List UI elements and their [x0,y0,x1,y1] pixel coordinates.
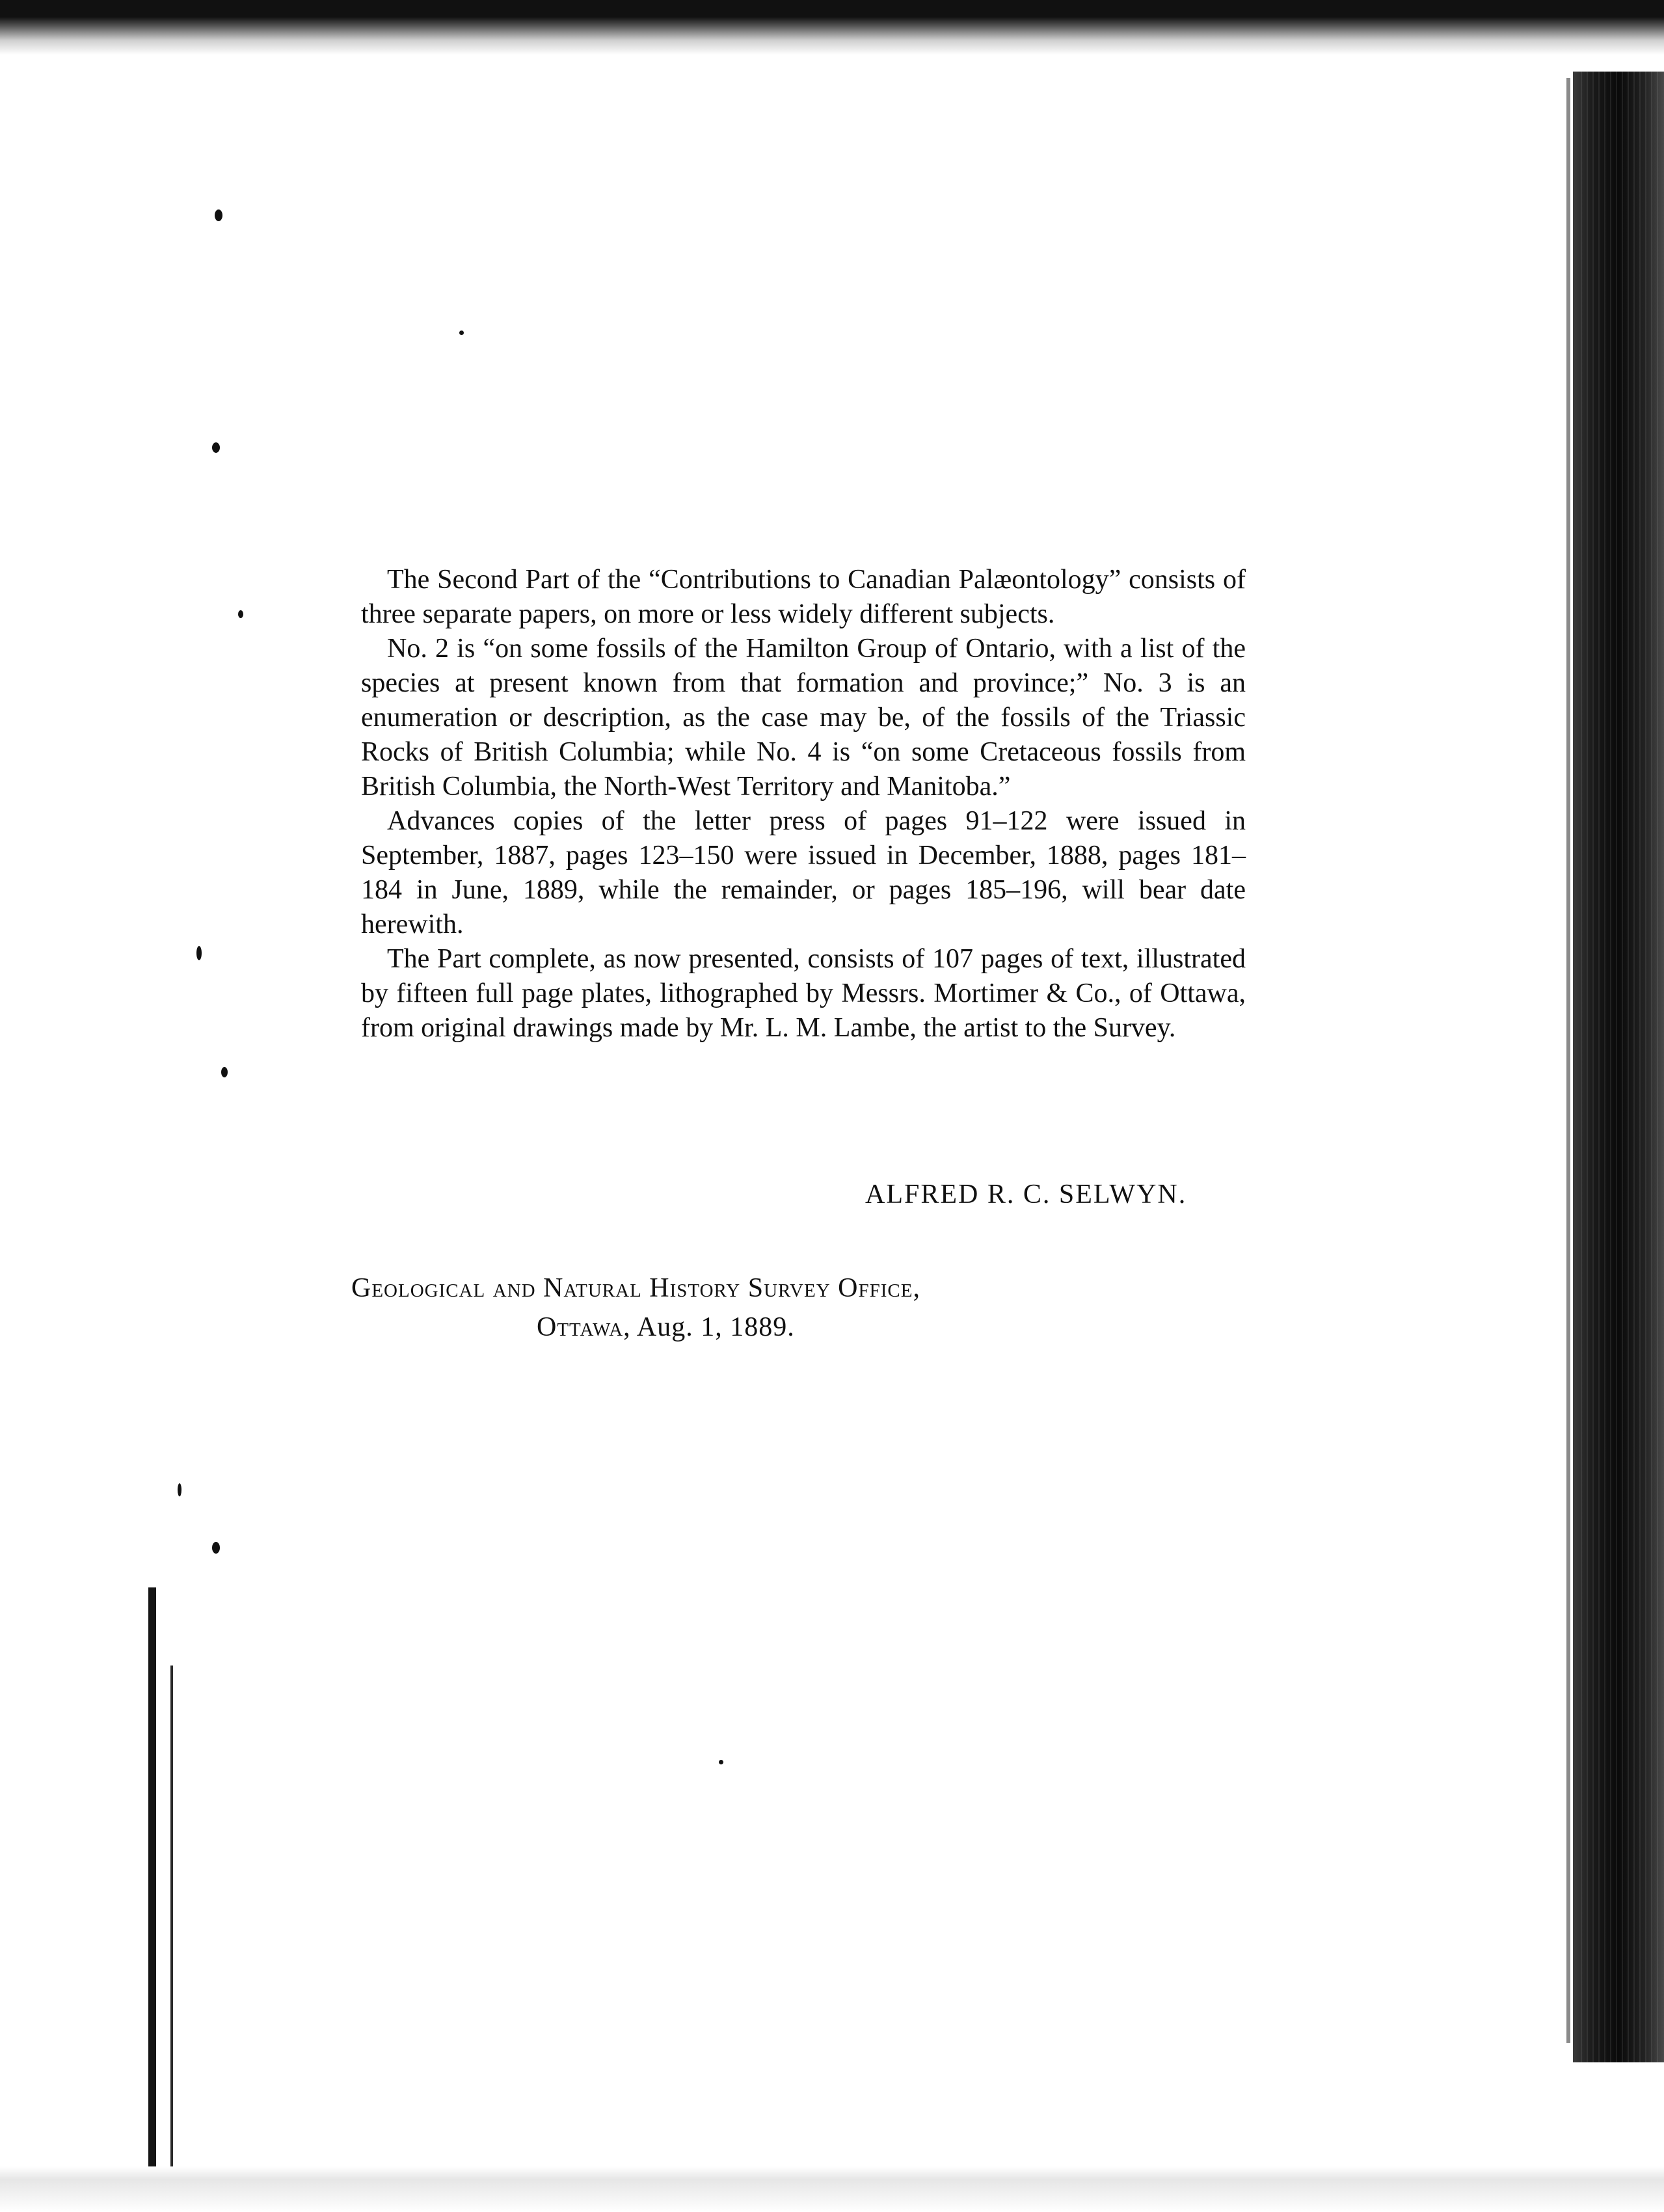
preface-paragraph-1: The Second Part of the “Contributions to Canadian Palæontology” consists of three separate papers, on more or less widely different subjects. [361,565,1246,629]
scan-top-edge [0,0,1664,55]
place-date [537,1308,920,1347]
scan-speck [719,1760,723,1764]
scan-speck [459,330,464,335]
office-name: Geological and Natural History Survey Office, [351,1273,920,1303]
scan-speck [221,1067,228,1077]
scan-bottom-edge [0,2166,1664,2212]
place: Ottawa, [537,1312,631,1342]
scan-speck [196,946,202,960]
preface-paragraph-4: The Part complete, as now presented, consists of 107 pages of text, illustrated by fifteen full page plates, lithographed by Messrs. Mortimer & Co., of Ottawa, from original drawings made by Mr. L. M. Lambe, the artist to the Survey. [361,944,1246,1043]
preface-paragraph-3: Advances copies of the letter press of pages 91–122 were issued in September, 1887, pages 123–150 were issued in December, 1888, pages 181–184 in June, 1889, while the remainder, or pages 185–196, will bear date herewith. [361,806,1246,939]
scan-speck [215,209,222,221]
scan-speck [212,1542,220,1554]
office-address [351,1269,920,1347]
scan-speck [178,1483,181,1496]
binding-line [170,1666,173,2212]
scan-speck [238,610,243,618]
date: Aug. 1, 1889. [636,1312,795,1342]
scan-speck [212,442,220,453]
page-edge-streaks [1581,72,1659,2062]
signature: ALFRED R. C. SELWYN. [865,1180,1187,1209]
preface-paragraph-2: No. 2 is “on some fossils of the Hamilton Group of Ontario, with a list of the species at present known from that formation and province;” No. 3 is an enumeration or description, as the case may be, of the fossils of the Triassic Rocks of British Columbia; while No. 4 is “on some Cretaceous fossils from British Columbia, the North-West Territory and Manitoba.” [361,634,1246,802]
page-edge-line [1566,78,1570,2043]
binding-shadow [148,1587,156,2212]
preface-text [361,563,1246,1045]
